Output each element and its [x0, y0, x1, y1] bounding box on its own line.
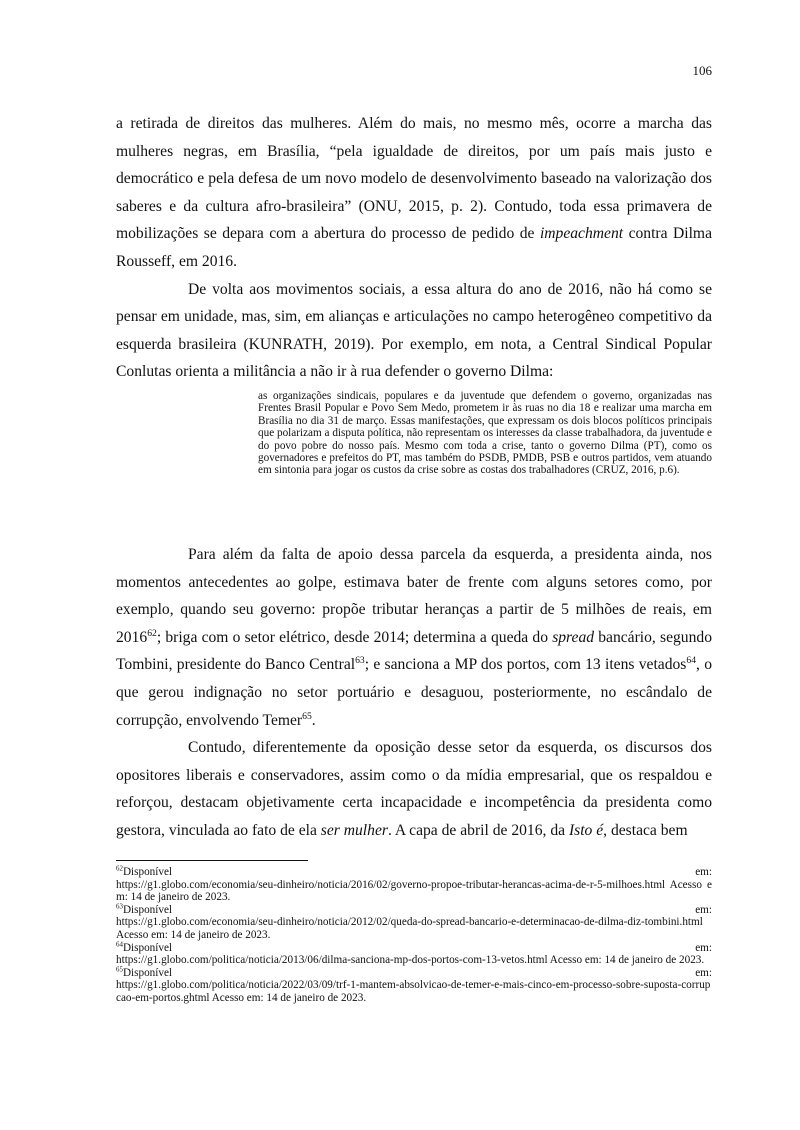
- footnote-em: em:: [695, 903, 712, 916]
- paragraph-1-text-end: contra Dilma Rousseff, em 2016.: [116, 225, 712, 270]
- paragraph-3-text-e: , o que gerou indignação no setor portuário e desaguou, posteriormente, no escândalo de corrupção, envolvendo Temer: [116, 656, 712, 729]
- paragraph-1-italic: impeachment: [539, 225, 624, 243]
- body-section-bottom: [116, 541, 712, 845]
- footnote-65: [116, 967, 712, 1005]
- paragraph-1: [116, 110, 712, 276]
- footnote-ref-65[interactable]: 65: [302, 710, 312, 722]
- footnote-em: em:: [695, 966, 712, 979]
- footnote-link[interactable]: https://g1.globo.com/politica/noticia/2022/03/09/trf-1-mantem-absolvicao-de-temer-e-mais-cinco-em-processo-sobre-suposta-corrupcao-em-portos.ghtml: [116, 979, 711, 1004]
- footnote-separator: [116, 860, 308, 861]
- paragraph-4-text: Contudo, diferentemente da oposição desse setor da esquerda, os discursos dos opositores liberais e conservadores, assim como o da mídia empresarial, que os respaldou e reforçou, destacam objetivamente certa incapacidade e incompetência da presidenta como gestora, vinculada ao fato de ela: [116, 739, 712, 839]
- body-section-top: [116, 110, 712, 386]
- footnote-label: [116, 967, 172, 980]
- footnote-url-line: [116, 916, 712, 941]
- paragraph-4: [116, 734, 712, 844]
- footnote-64: [116, 939, 712, 967]
- paragraph-3: [116, 541, 712, 734]
- footnote-access: Acesso em: 14 de janeiro de 2023.: [116, 878, 712, 904]
- footnote-ref-62[interactable]: 62: [147, 627, 157, 639]
- footnote-available: Disponível: [122, 941, 173, 954]
- footnote-label: [116, 939, 173, 955]
- footnote-access: Acesso em: 14 de janeiro de 2023.: [549, 954, 705, 967]
- paragraph-3-text-c: bancário, segundo Tombini, presidente do Banco Central: [116, 628, 712, 674]
- paragraph-4-text-b: . A capa de abril de 2016, da: [387, 821, 569, 839]
- footnote-label: [116, 904, 172, 917]
- footnote-available: Disponível: [122, 866, 173, 878]
- paragraph-1-text: a retirada de direitos das mulheres. Além do mais, no mesmo mês, ocorre a marcha das mulheres negras, em Brasília, “pela igualdade de direitos, por um país mais justo e democrático e pela defesa de um novo modelo de desenvolvimento baseado na valorização dos saberes e da cultura afro-brasileira” (ONU, 2015, p. 2). Contudo, toda essa primavera de mobilizações se depara com a abertura do processo de pedido de: [116, 115, 712, 243]
- footnote-url-line: [116, 979, 712, 1004]
- footnote-link[interactable]: https://g1.globo.com/economia/seu-dinheiro/noticia/2016/02/governo-propoe-tributar-herancas-acima-de-r-5-milhoes.html: [116, 878, 666, 891]
- paragraph-3-text-b: ; briga com o setor elétrico, desde 2014; determina a queda do: [156, 628, 553, 646]
- footnote-url-line: [116, 879, 712, 904]
- footnote-access: Acesso em: 14 de janeiro de 2023.: [211, 991, 367, 1004]
- paragraph-2: De volta aos movimentos sociais, a essa altura do ano de 2016, não há como se pensar em unidade, mas, sim, em alianças e articulações no campo heterogêneo competitivo da esquerda brasileira (KUNRATH, 2019). Por exemplo, em nota, a Central Sindical Popular Conlutas orienta a militância a não ir à rua defender o governo Dilma:: [116, 280, 712, 381]
- footnote-access: Acesso em: 14 de janeiro de 2023.: [116, 928, 271, 941]
- footnote-label: [116, 866, 172, 879]
- footnote-ref-64[interactable]: 64: [686, 655, 697, 667]
- paragraph-3-text: Para além da falta de apoio dessa parcela da esquerda, a presidenta ainda, nos momentos antecedentes ao golpe, estimava bater de frente com alguns setores como, por exemplo, quando seu governo: propõe tributar heranças a partir de 5 milhões de reais, em 2016: [116, 546, 712, 646]
- paragraph-3-text-d: ; e sanciona a MP dos portos, com 13 itens vetados: [364, 656, 687, 674]
- paragraph-3-italic: spread: [552, 628, 595, 646]
- footnote-available: Disponível: [122, 966, 173, 979]
- footnotes: [116, 866, 712, 1005]
- footnote-url-line: [116, 954, 712, 967]
- paragraph-3-text-f: .: [311, 711, 316, 729]
- paragraph-4-italic-1: ser mulher: [320, 821, 388, 839]
- paragraph-4-text-c: , destaca bem: [603, 821, 688, 839]
- footnote-available: Disponível: [122, 903, 173, 916]
- page-number: 106: [692, 63, 712, 78]
- footnote-link[interactable]: https://g1.globo.com/economia/seu-dinheiro/noticia/2012/02/queda-do-spread-bancario-e-determinacao-de-dilma-diz-tombini.html: [116, 916, 703, 929]
- paragraph-4-italic-2: Isto é: [568, 821, 604, 839]
- block-quote: as organizações sindicais, populares e da juventude que defendem o governo, organizadas nas Frentes Brasil Popular e Povo Sem Medo, prometem ir às ruas no dia 18 e realizar uma marcha em Brasília no dia 31 de março. Essas manifestações, que expressam os dois blocos políticos principais que polarizam a disputa política, não representam os interesses da classe trabalhadora, da juventude e do povo pobre do nosso país. Mesmo com toda a crise, tanto o governo Dilma (PT), como os governadores e prefeitos do PT, mas também do PSDB, PMDB, PSB e outros partidos, vem atuando em sintonia para jogar os custos da crise sobre as costas dos trabalhadores (CRUZ, 2016, p.6).: [258, 390, 712, 477]
- footnote-62: [116, 866, 712, 904]
- footnote-63: [116, 904, 712, 942]
- footnote-number: 64: [116, 939, 123, 948]
- footnote-number: 63: [116, 902, 123, 911]
- footnote-link[interactable]: https://g1.globo.com/politica/noticia/2013/06/dilma-sanciona-mp-dos-portos-com-13-vetos.html: [116, 954, 548, 967]
- footnote-em: em:: [695, 941, 712, 954]
- footnote-number: 65: [116, 965, 123, 974]
- footnote-em: em:: [695, 866, 712, 878]
- footnote-ref-63[interactable]: 63: [355, 655, 365, 667]
- footnote-number: 62: [116, 864, 123, 873]
